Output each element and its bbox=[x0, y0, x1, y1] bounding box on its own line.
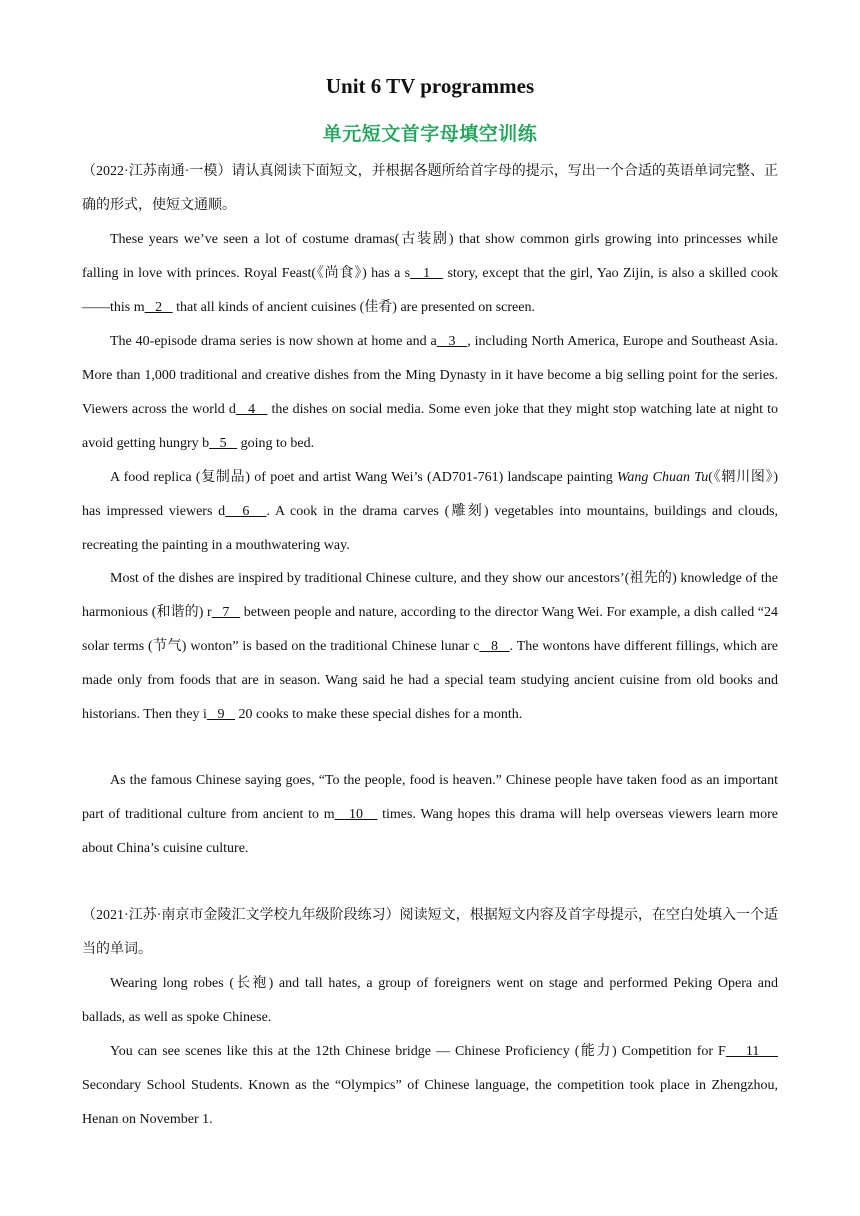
text-run: the dishes on social media. Some even joke that they might stop watching late at night to avoid getting hungry b bbox=[82, 402, 779, 451]
passage1-paragraph-2 bbox=[82, 325, 778, 461]
text-run: Secondary School Students. Known as the “Olympics” of Chinese language, the competition took place in Zhengzhou, Henan on November 1. bbox=[82, 1078, 778, 1127]
blank-9: 9 bbox=[206, 707, 235, 722]
text-run: The 40-episode drama series is now shown at home and a bbox=[110, 334, 437, 349]
text-run: story, except that the girl, Yao Zijin, is also a skilled cook——this m bbox=[82, 266, 779, 315]
text-run: 20 cooks to make these special dishes for a month. bbox=[234, 707, 523, 722]
text-run: , including North America, Europe and Southeast Asia. More than 1,000 traditional and creative dishes from the Ming Dynasty in it have become a big selling point for the series. Viewers across the world d bbox=[82, 334, 778, 417]
blank-8: 8 bbox=[479, 639, 510, 654]
passage1-paragraph-1 bbox=[82, 223, 778, 325]
blank-2: 2 bbox=[144, 300, 173, 315]
blank-11: 11 bbox=[725, 1044, 778, 1059]
passage2-paragraph-2 bbox=[82, 1035, 778, 1137]
page-subtitle: 单元短文首字母填空训练 bbox=[322, 124, 538, 145]
passage2-instruction: （2021·江苏·南京市金陵汇文学校九年级阶段练习）阅读短文，根据短文内容及首字母提示，在空白处填入一个适当的单词。 bbox=[82, 908, 778, 957]
blank-5: 5 bbox=[209, 436, 238, 451]
blank-6: 6 bbox=[225, 504, 267, 519]
blank-4: 4 bbox=[235, 402, 268, 417]
text-run: A food replica (复制品) of poet and artist Wang Wei’s (AD701-761) landscape painting bbox=[110, 470, 618, 485]
text-run: (《辋川图》) has impressed viewers d bbox=[82, 470, 779, 519]
blank-10: 10 bbox=[334, 807, 378, 822]
passage1-paragraph-4 bbox=[82, 562, 778, 732]
text-run: times. Wang hopes this drama will help overseas viewers learn more about China’s cuisine culture. bbox=[82, 807, 779, 856]
passage1-instruction: （2022·江苏南通·一模）请认真阅读下面短文，并根据各题所给首字母的提示，写出一个合适的英语单词完整、正确的形式，使短文通顺。 bbox=[82, 164, 778, 213]
blank-7: 7 bbox=[211, 605, 241, 620]
blank-3: 3 bbox=[436, 334, 468, 349]
text-run: . A cook in the drama carves (雕刻) vegetables into mountains, buildings and clouds, recreating the painting in a mouthwatering way. bbox=[82, 504, 779, 553]
text-run: between people and nature, according to the director Wang Wei. For example, a dish called “24 solar terms (节气) wonton” is based on the traditional Chinese lunar c bbox=[82, 605, 778, 654]
text-run: . The wontons have different fillings, which are made only from foods that are in season. Wang said he had a special team studying ancient cuisine from old books and historians. Then they i bbox=[82, 639, 779, 722]
text-run: As the famous Chinese saying goes, “To the people, food is heaven.” Chinese people have taken food as an important part of traditional culture from ancient to m bbox=[82, 773, 778, 822]
blank-1: 1 bbox=[410, 266, 444, 281]
text-run: These years we’ve seen a lot of costume dramas(古装剧) that show common girls growing into princesses while falling in love with princes. Royal Feast(《尚食》) has a s bbox=[82, 232, 778, 281]
passage2-paragraph-1: Wearing long robes (长袍) and tall hates, a group of foreigners went on stage and performed Peking Opera and ballads, as well as spoke Chinese. bbox=[82, 976, 778, 1025]
text-run: going to bed. bbox=[237, 436, 315, 451]
text-run: that all kinds of ancient cuisines (佳肴) are presented on screen. bbox=[172, 300, 535, 315]
passage1-paragraph-3 bbox=[82, 461, 778, 563]
text-run: Most of the dishes are inspired by traditional Chinese culture, and they show our ancestors’(祖先的) knowledge of the harmonious (和谐的) r bbox=[82, 571, 778, 620]
page-title: Unit 6 TV programmes bbox=[325, 74, 535, 98]
text-run: You can see scenes like this at the 12th Chinese bridge — Chinese Proficiency (能力) Competition for F bbox=[110, 1044, 726, 1059]
painting-title: Wang Chuan Tu bbox=[617, 470, 709, 485]
passage1-paragraph-5 bbox=[82, 764, 778, 866]
